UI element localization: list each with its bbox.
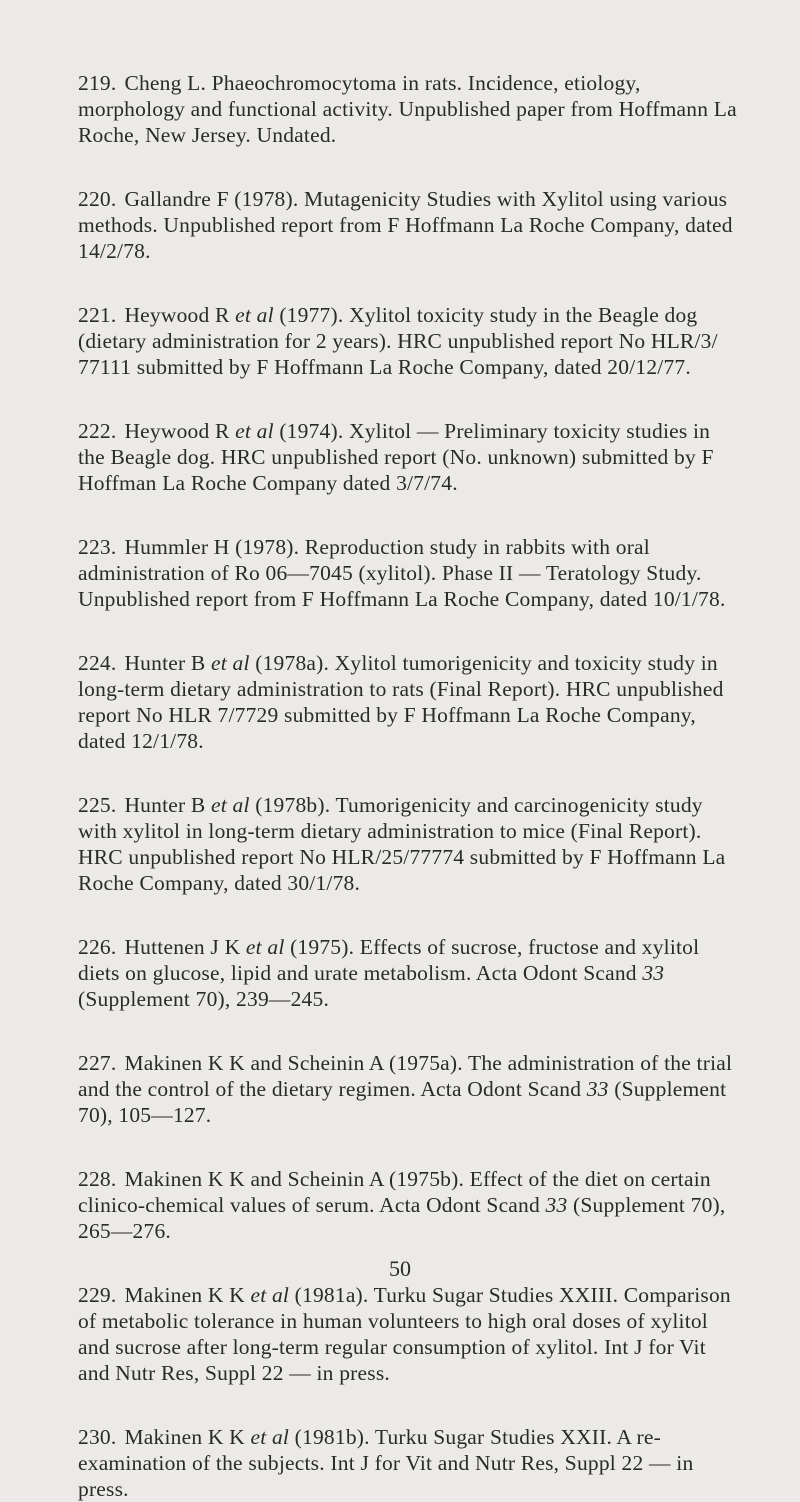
reference-number: 220. bbox=[78, 187, 117, 211]
reference-text: Makinen K K and Scheinin A (1975a). The administration of the trial and the control of the dietary regimen. Acta Odont Scand bbox=[78, 1051, 733, 1101]
reference-text: Makinen K K bbox=[124, 1283, 251, 1307]
reference-italic: et al bbox=[211, 651, 250, 675]
reference-entry bbox=[78, 792, 740, 896]
reference-text: Cheng L. Phaeochromocytoma in rats. Incidence, etiology, morphology and functional activity. Unpublished paper from Hoffmann La Roche, New Jersey. Undated. bbox=[78, 71, 737, 147]
reference-text: Hummler H (1978). Reproduction study in rabbits with oral administration of Ro 06—7045 (xylitol). Phase II — Teratology Study. Unpublished report from F Hoffmann La Roche Company, dated 10/1/78. bbox=[78, 535, 726, 611]
reference-number: 230. bbox=[78, 1425, 117, 1449]
reference-number: 226. bbox=[78, 935, 117, 959]
reference-text: Hunter B bbox=[124, 651, 212, 675]
reference-text-cont: (1981a). Turku Sugar Studies XXIII. Comparison of metabolic tolerance in human volunteers to high oral doses of xylitol and sucrose after long-term regular consumption of xylitol. Int J for Vit and Nutr Res, Suppl 22 — in press. bbox=[78, 1283, 731, 1385]
reference-number: 228. bbox=[78, 1167, 117, 1191]
reference-text-cont: (1975). Effects of sucrose, fructose and xylitol diets on glucose, lipid and urate metabolism. Acta Odont Scand bbox=[78, 935, 700, 985]
reference-text: Heywood R bbox=[124, 303, 236, 327]
reference-text-cont: (Supplement 70), 105—127. bbox=[78, 1077, 727, 1127]
reference-text: Hunter B bbox=[124, 793, 212, 817]
reference-italic: et al bbox=[235, 303, 274, 327]
reference-number: 221. bbox=[78, 303, 117, 327]
reference-text-cont: (Supplement 70), 265—276. bbox=[78, 1193, 726, 1243]
reference-entry bbox=[78, 186, 740, 264]
reference-number: 224. bbox=[78, 651, 117, 675]
reference-entry bbox=[78, 1282, 740, 1386]
reference-italic: 33 bbox=[586, 1077, 609, 1101]
reference-entry bbox=[78, 418, 740, 496]
reference-text: Makinen K K bbox=[124, 1425, 251, 1449]
reference-entry bbox=[78, 934, 740, 1012]
reference-number: 227. bbox=[78, 1051, 117, 1075]
reference-entry bbox=[78, 70, 740, 148]
reference-number: 225. bbox=[78, 793, 117, 817]
reference-entry bbox=[78, 650, 740, 754]
reference-text-cont: (1978a). Xylitol tumorigenicity and toxicity study in long-term dietary administration to rats (Final Report). HRC unpublished report No HLR 7/7729 submitted by F Hoffmann La Roche Company, dated 12/1/78. bbox=[78, 651, 724, 753]
reference-text: Huttenen J K bbox=[124, 935, 246, 959]
reference-entry bbox=[78, 302, 740, 380]
reference-italic: et al bbox=[250, 1283, 290, 1307]
reference-text-cont: (1981b). Turku Sugar Studies XXII. A re-examination of the subjects. Int J for Vit and Nutr Res, Suppl 22 — in press. bbox=[78, 1425, 694, 1501]
reference-entry bbox=[78, 1424, 740, 1502]
reference-text-cont: (1977). Xylitol toxicity study in the Beagle dog (dietary administration for 2 years). HRC unpublished report No HLR/3/ 77111 submitted by F Hoffmann La Roche Company, dated 20/12/77. bbox=[78, 303, 718, 379]
reference-number: 222. bbox=[78, 419, 117, 443]
page-number: 50 bbox=[389, 1256, 411, 1281]
reference-text: Heywood R bbox=[124, 419, 236, 443]
reference-italic: et al bbox=[250, 1425, 290, 1449]
reference-text-cont: (1974). Xylitol — Preliminary toxicity studies in the Beagle dog. HRC unpublished report (No. unknown) submitted by F Hoffman La Roche Company dated 3/7/74. bbox=[78, 419, 714, 495]
reference-number: 219. bbox=[78, 71, 117, 95]
reference-entry bbox=[78, 1050, 740, 1128]
reference-text-cont: (1978b). Tumorigenicity and carcinogenicity study with xylitol in long-term dietary administration to mice (Final Report). HRC unpublished report No HLR/25/77774 submitted by F Hoffmann La Roche Company, dated 30/1/78. bbox=[78, 793, 726, 895]
reference-number: 229. bbox=[78, 1283, 117, 1307]
reference-text: Gallandre F (1978). Mutagenicity Studies with Xylitol using various methods. Unpublished report from F Hoffmann La Roche Company, dated 14/2/78. bbox=[78, 187, 733, 263]
reference-entry bbox=[78, 1166, 740, 1244]
reference-italic: 33 bbox=[545, 1193, 568, 1217]
reference-italic: et al bbox=[245, 935, 285, 959]
reference-text: Makinen K K and Scheinin A (1975b). Effect of the diet on certain clinico-chemical values of serum. Acta Odont Scand bbox=[78, 1167, 711, 1217]
reference-italic: et al bbox=[211, 793, 250, 817]
reference-number: 223. bbox=[78, 535, 117, 559]
reference-list bbox=[78, 70, 740, 1502]
reference-italic: et al bbox=[235, 419, 274, 443]
reference-entry bbox=[78, 534, 740, 612]
reference-italic-2: 33 bbox=[642, 961, 665, 985]
reference-text-end: (Supplement 70), 239—245. bbox=[78, 987, 330, 1011]
